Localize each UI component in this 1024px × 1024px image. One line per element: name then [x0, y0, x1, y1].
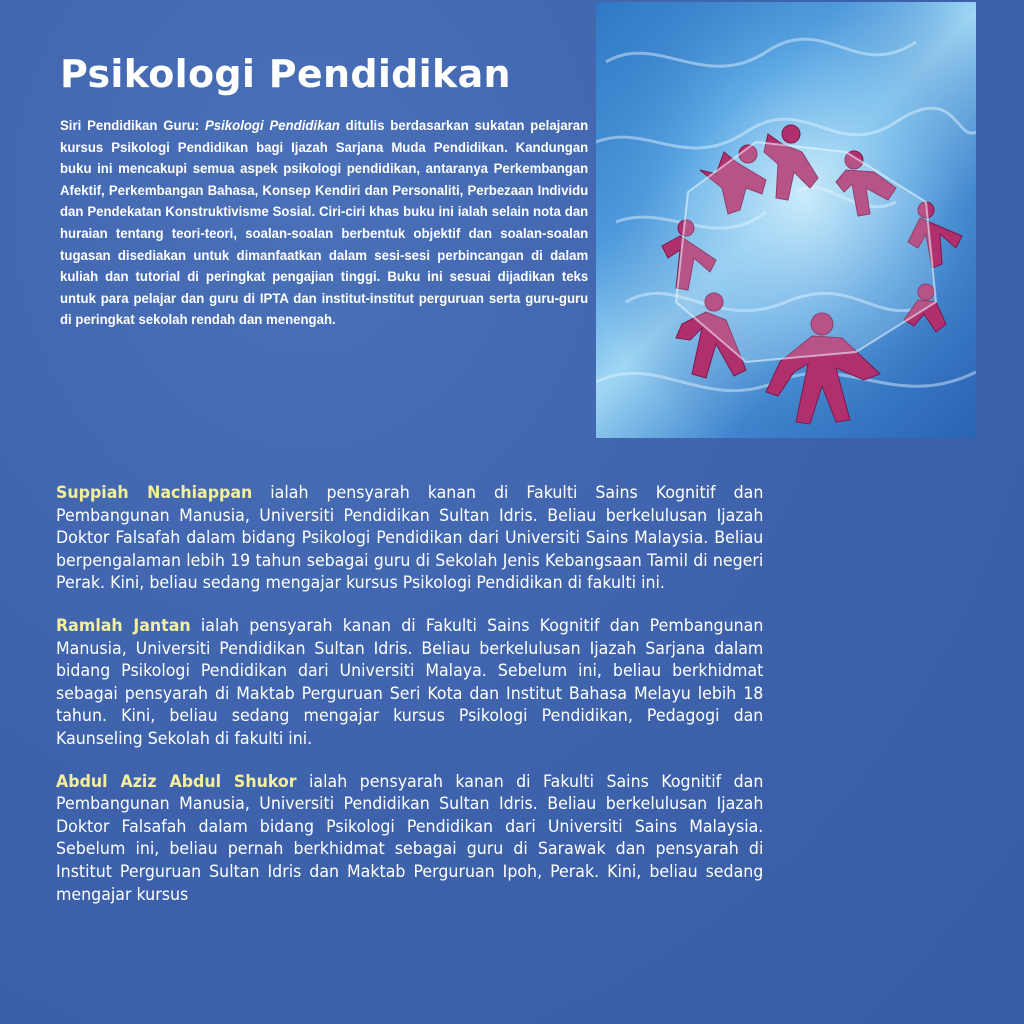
book-title: Psikologi Pendidikan — [60, 52, 511, 96]
author-bio-text: ialah pensyarah kanan di Fakulti Sains Kognitif dan Pembangunan Manusia, Universiti Pendidikan Sultan Idris. Beliau berkelulusan Ijazah Doktor Falsafah dalam bidang Psikologi Pendidikan dari Universiti Sains Malaysia. Sebelum ini, beliau pernah berkhidmat sebagai guru di Sarawak dan pensyarah di Institut Perguruan Sultan Idris dan Maktab Perguruan Ipoh, Perak. Kini, beliau sedang mengajar kursus — [56, 771, 764, 904]
author-bio-text: ialah pensyarah kanan di Fakulti Sains Kognitif dan Pembangunan Manusia, Universiti Pendidikan Sultan Idris. Beliau berkelulusan Ijazah Doktor Falsafah dalam bidang Psikologi Pendidikan dari Universiti Sains Malaysia. Beliau berpengalaman lebih 19 tahun sebagai guru di Sekolah Jenis Kebangsaan Tamil di negeri Perak. Kini, beliau sedang mengajar kursus Psikologi Pendidikan di fakulti ini. — [56, 483, 764, 593]
book-description — [60, 116, 588, 332]
author-name: Ramlah Jantan — [56, 615, 191, 635]
series-label: Siri Pendidikan Guru: — [60, 118, 200, 134]
author-name: Suppiah Nachiappan — [56, 483, 253, 502]
author-bios — [56, 482, 764, 926]
paper-doll-ring-illustration — [596, 2, 976, 438]
description-text: ditulis berdasarkan sukatan pelajaran kursus Psikologi Pendidikan bagi Ijazah Sarjana Muda Pendidikan. Kandungan buku ini mencakupi semua aspek psikologi pendidikan, antaranya Perkembangan Afektif, Perkembangan Bahasa, Konsep Kendiri dan Personaliti, Perbezaan Individu dan Pendekatan Konstruktivisme Sosial. Ciri-ciri khas buku ini ialah selain nota dan huraian tentang teori-teori, soalan-soalan berbentuk objektif dan soalan-soalan tugasan disediakan untuk dimanfaatkan dalam sesi-sesi perbincangan di dalam kuliah dan tutorial di peringkat pengajian tinggi. Buku ini sesuai dijadikan teks untuk para pelajar dan guru di IPTA dan institut-institut perguruan serta guru-guru di peringkat sekolah rendah dan menengah. — [60, 118, 589, 329]
author-bio — [56, 771, 763, 907]
author-name: Abdul Aziz Abdul Shukor — [56, 771, 297, 791]
cover-photo-paper-figures — [596, 2, 976, 438]
author-bio — [56, 482, 763, 595]
book-title-inline: Psikologi Pendidikan — [204, 118, 340, 134]
author-bio — [56, 615, 763, 751]
author-bio-text: ialah pensyarah kanan di Fakulti Sains Kognitif dan Pembangunan Manusia, Universiti Pendidikan Sultan Idris. Beliau berkelulusan Ijazah Sarjana dalam bidang Psikologi Pendidikan dari Universiti Malaya. Sebelum ini, beliau berkhidmat sebagai pensyarah di Maktab Perguruan Seri Kota dan Institut Bahasa Melayu lebih 18 tahun. Kini, beliau sedang mengajar kursus Psikologi Pendidikan, Pedagogi dan Kaunseling Sekolah di fakulti ini. — [56, 615, 764, 748]
